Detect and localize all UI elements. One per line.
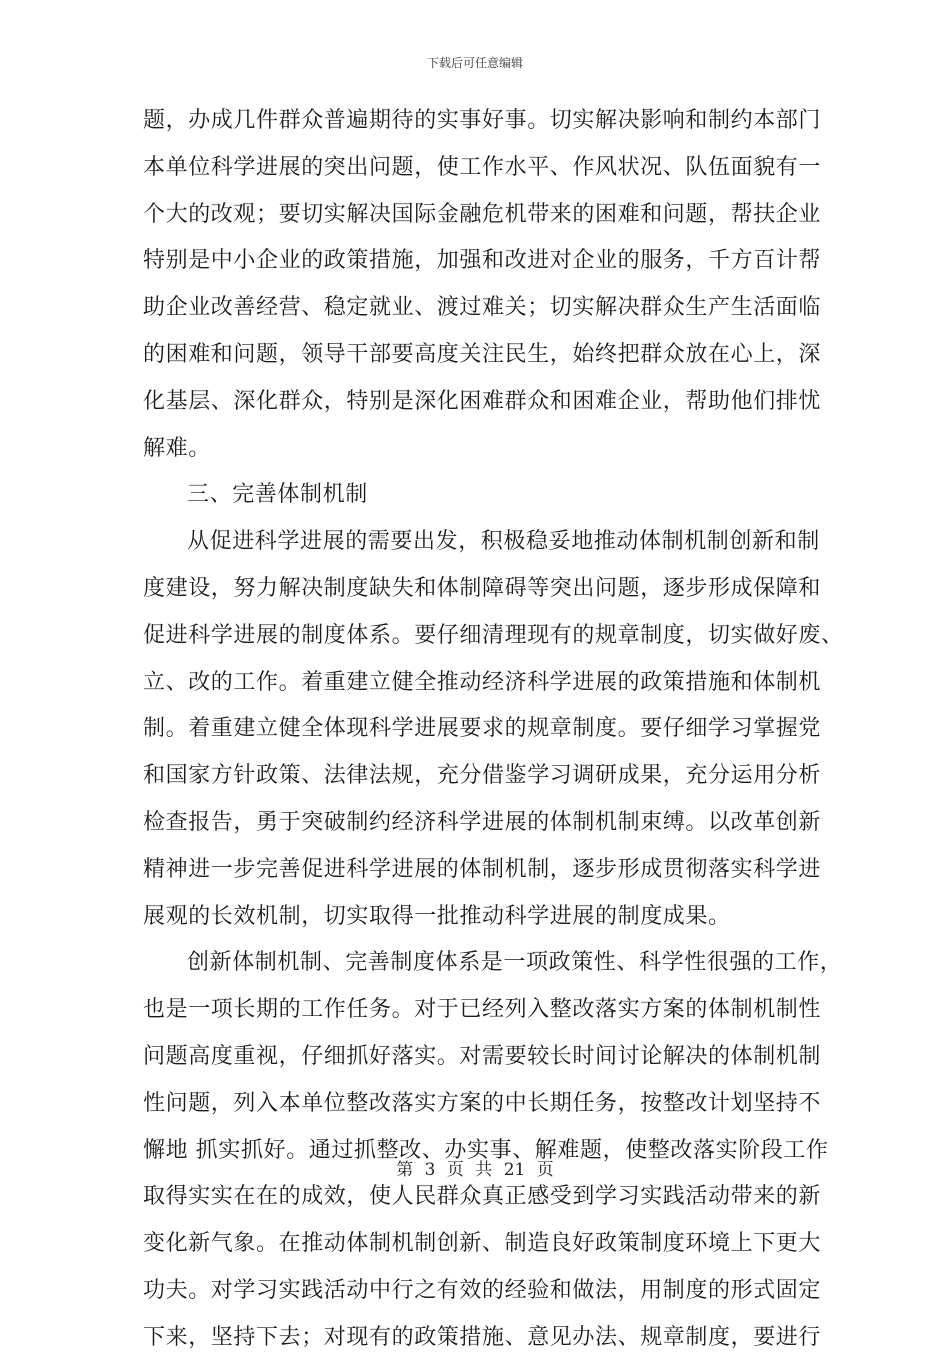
body-line: 检查报告，勇于突破制约经济科学进展的体制机制束缚。以改革创新 <box>143 809 822 835</box>
page-footer: 第 3 页 共 21 页 <box>396 1160 554 1180</box>
body-line: 化基层、深化群众，特别是深化困难群众和困难企业，帮助他们排忧 <box>143 388 822 414</box>
body-line: 也是一项长期的工作任务。对于已经列入整改落实方案的体制机制性 <box>143 997 822 1023</box>
body-line: 取得实实在在的成效，使人民群众真正感受到学习实践活动带来的新 <box>143 1184 822 1210</box>
body-line: 助企业改善经营、稳定就业、渡过难关；切实解决群众生产生活面临 <box>143 295 822 321</box>
body-line: 解难。 <box>143 435 211 461</box>
body-line: 创新体制机制、完善制度体系是一项政策性、科学性很强的工作， <box>187 950 843 976</box>
body-line: 懈地 抓实抓好。通过抓整改、办实事、解难题，使整改落实阶段工作 <box>143 1137 829 1163</box>
body-line: 下来，坚持下去；对现有的政策措施、意见办法、规章制度，要进行 <box>143 1324 822 1350</box>
body-line: 和国家方针政策、法律法规，充分借鉴学习调研成果，充分运用分析 <box>143 763 822 789</box>
body-line: 展观的长效机制，切实取得一批推动科学进展的制度成果。 <box>143 903 731 929</box>
body-line: 功夫。对学习实践活动中行之有效的经验和做法，用制度的形式固定 <box>143 1277 822 1303</box>
body-line: 制。着重建立健全体现科学进展要求的规章制度。要仔细学习掌握党 <box>143 716 822 742</box>
body-line: 度建设，努力解决制度缺失和体制障碍等突出问题，逐步形成保障和 <box>143 575 822 601</box>
body-line: 问题高度重视，仔细抓好落实。对需要较长时间讨论解决的体制机制 <box>143 1043 822 1069</box>
section-heading: 三、完善体制机制 <box>187 482 368 508</box>
body-line: 的困难和问题，领导干部要高度关注民生，始终把群众放在心上，深 <box>143 341 822 367</box>
body-line: 性问题，列入本单位整改落实方案的中长期任务，按整改计划坚持不 <box>143 1090 822 1116</box>
body-line: 个大的改观；要切实解决国际金融危机带来的困难和问题，帮扶企业 <box>143 201 822 227</box>
body-line: 从促进科学进展的需要出发，积极稳妥地推动体制机制创新和制 <box>187 529 820 555</box>
body-line: 特别是中小企业的政策措施，加强和改进对企业的服务，千方百计帮 <box>143 248 822 274</box>
body-line: 精神进一步完善促进科学进展的体制机制，逐步形成贯彻落实科学进 <box>143 856 822 882</box>
body-line: 题，办成几件群众普遍期待的实事好事。切实解决影响和制约本部门 <box>143 108 822 133</box>
page-header: 下载后可任意编辑 <box>426 56 523 70</box>
body-line: 立、改的工作。着重建立健全推动经济科学进展的政策措施和体制机 <box>143 669 822 695</box>
body-line: 促进科学进展的制度体系。要仔细清理现有的规章制度，切实做好废、 <box>143 622 844 648</box>
body-line: 变化新气象。在推动体制机制创新、制造良好政策制度环境上下更大 <box>143 1231 822 1257</box>
body-line: 本单位科学进展的突出问题，使工作水平、作风状况、队伍面貌有一 <box>143 154 822 180</box>
